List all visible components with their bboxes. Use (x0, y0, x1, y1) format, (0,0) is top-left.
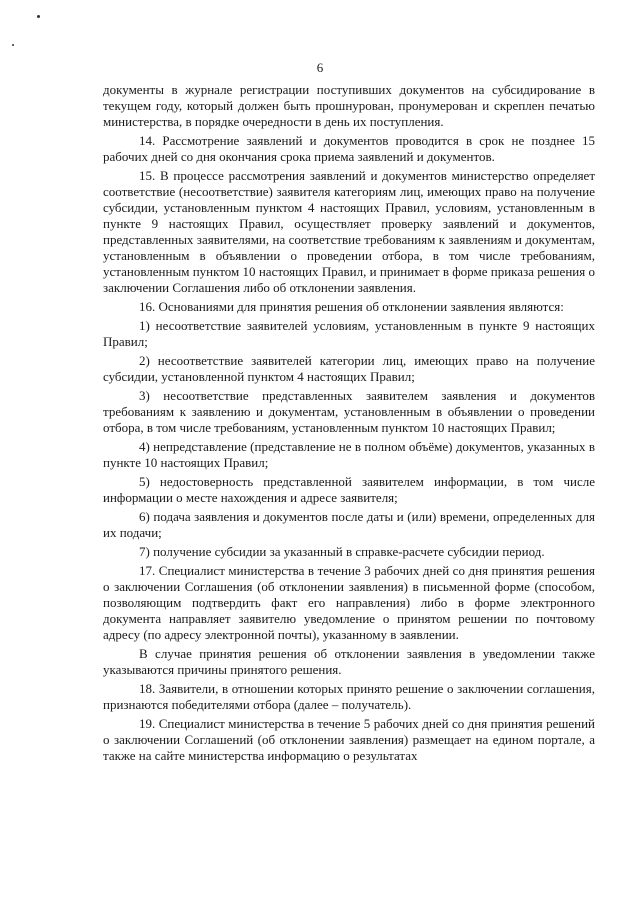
paragraph: 4) непредставление (представление не в полном объёме) документов, указанных в пункте 10 настоящих Правил; (103, 439, 595, 470)
paragraph: 7) получение субсидии за указанный в справке-расчете субсидии период. (139, 544, 545, 559)
page-number: 6 (316, 60, 324, 75)
paragraph: 14. Рассмотрение заявлений и документов проводится в срок не позднее 15 рабочих дней со дня окончания срока приема заявлений и документов. (103, 133, 595, 164)
paragraph: 19. Специалист министерства в течение 5 рабочих дней со дня принятия решений о заключении Соглашений (об отклонении заявления) размещает на едином портале, а также на сайте министерства информацию о результатах (103, 716, 595, 763)
paragraph: 17. Специалист министерства в течение 3 рабочих дней со дня принятия решения о заключении Соглашения (об отклонении заявления) в письменной форме (способом, позволяющим подтвердить факт его направления) либо в форме электронного документа направляет заявителю уведомление о принятом решении по почтовому адресу (по адресу электронной почты), указанному в заявлении. (103, 563, 595, 642)
paragraph: В случае принятия решения об отклонении заявления в уведомлении также указываются причины принятого решения. (103, 646, 595, 677)
paragraph: 16. Основаниями для принятия решения об отклонении заявления являются: (139, 299, 564, 314)
document-body (103, 82, 595, 767)
paragraph: документы в журнале регистрации поступивших документов на субсидирование в текущем году, который должен быть прошнурован, пронумерован и скреплен печатью министерства, в порядке очередности в день их поступления. (103, 82, 595, 129)
paragraph: 6) подача заявления и документов после даты и (или) времени, определенных для их подачи; (103, 509, 595, 540)
paragraph: 1) несоответствие заявителей условиям, установленным в пункте 9 настоящих Правил; (103, 318, 595, 349)
paragraph: 5) недостоверность представленной заявителем информации, в том числе информации о месте нахождения и адресе заявителя; (103, 474, 595, 505)
scan-speck (12, 44, 14, 46)
scan-speck (37, 15, 40, 18)
paragraph: 15. В процессе рассмотрения заявлений и документов министерство определяет соответствие (несоответствие) заявителя категориям лиц, имеющих право на получение субсидии, установленным пунктом 4 настоящих Правил, условиям, установленным в пункте 9 настоящих Правил, осуществляет проверку заявлений и документов, представленных заявителями, на соответствие требованиям к заявлениям и документам, установленным в объявлении о проведении отбора, в том числе требованиям, установленным пунктом 10 настоящих Правил, и принимает в форме приказа решения о заключении Соглашения либо об отклонении заявления. (103, 168, 595, 295)
paragraph: 18. Заявители, в отношении которых принято решение о заключении соглашения, признаются победителями отбора (далее – получатель). (103, 681, 595, 712)
paragraph: 2) несоответствие заявителей категории лиц, имеющих право на получение субсидии, установленной пунктом 4 настоящих Правил; (103, 353, 595, 384)
paragraph: 3) несоответствие представленных заявителем заявления и документов требованиям к заявлению и документам, установленным в объявлении о проведении отбора, в том числе требованиям, установленным пунктом 10 настоящих Правил; (103, 388, 595, 435)
